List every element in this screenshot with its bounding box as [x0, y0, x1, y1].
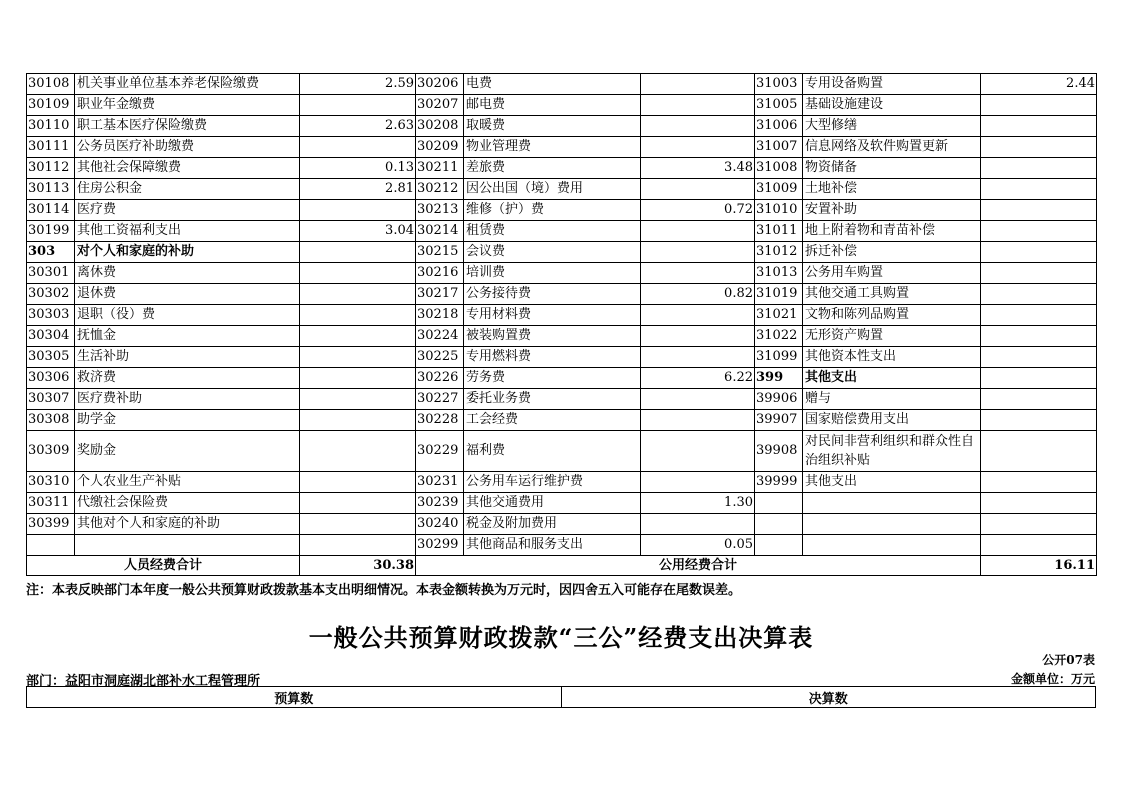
item-name: 差旅费 [464, 158, 641, 179]
item-amount [981, 389, 1097, 410]
public-total-value: 16.11 [981, 556, 1097, 576]
item-name [803, 493, 981, 514]
item-name: 职业年金缴费 [75, 95, 300, 116]
item-name [803, 514, 981, 535]
item-name: 公务用车运行维护费 [464, 472, 641, 493]
item-name: 生活补助 [75, 347, 300, 368]
item-amount: 2.81 [300, 179, 416, 200]
item-code: 31010 [755, 200, 803, 221]
item-amount [981, 368, 1097, 389]
item-code: 30209 [416, 137, 464, 158]
item-code: 30302 [27, 284, 75, 305]
item-name: 取暖费 [464, 116, 641, 137]
item-amount [300, 263, 416, 284]
item-name: 对个人和家庭的补助 [75, 242, 300, 263]
item-code: 30214 [416, 221, 464, 242]
item-code: 30226 [416, 368, 464, 389]
item-amount [981, 221, 1097, 242]
item-amount: 1.30 [641, 493, 755, 514]
item-name: 个人农业生产补贴 [75, 472, 300, 493]
item-code: 30110 [27, 116, 75, 137]
item-name: 租赁费 [464, 221, 641, 242]
item-amount: 0.05 [641, 535, 755, 556]
item-amount [641, 242, 755, 263]
item-code: 30109 [27, 95, 75, 116]
item-name: 职工基本医疗保险缴费 [75, 116, 300, 137]
item-name: 其他工资福利支出 [75, 221, 300, 242]
item-name: 地上附着物和青苗补偿 [803, 221, 981, 242]
item-code: 303 [27, 242, 75, 263]
item-amount [641, 431, 755, 472]
detail-table-body [27, 74, 1097, 556]
item-name: 其他对个人和家庭的补助 [75, 514, 300, 535]
item-amount [300, 410, 416, 431]
item-name: 代缴社会保险费 [75, 493, 300, 514]
item-amount [981, 535, 1097, 556]
budget-header: 预算数 [27, 687, 562, 708]
table-row [27, 95, 1097, 116]
table-row [27, 116, 1097, 137]
item-name: 拆迁补偿 [803, 242, 981, 263]
item-name: 专用燃料费 [464, 347, 641, 368]
table-note: 注：本表反映部门本年度一般公共预算财政拨款基本支出明细情况。本表金额转换为万元时，因四舍五入可能存在尾数误差。 [26, 583, 742, 598]
totals-row [27, 556, 1097, 576]
item-code: 39908 [755, 431, 803, 472]
item-code: 30199 [27, 221, 75, 242]
item-amount [641, 137, 755, 158]
item-amount: 3.48 [641, 158, 755, 179]
item-code: 30213 [416, 200, 464, 221]
item-amount: 0.82 [641, 284, 755, 305]
item-code: 30224 [416, 326, 464, 347]
item-amount [981, 242, 1097, 263]
item-code: 30310 [27, 472, 75, 493]
item-code: 39907 [755, 410, 803, 431]
item-amount [641, 472, 755, 493]
item-amount: 2.44 [981, 74, 1097, 95]
item-name: 机关事业单位基本养老保险缴费 [75, 74, 300, 95]
item-amount [641, 116, 755, 137]
item-name: 奖励金 [75, 431, 300, 472]
item-amount [300, 535, 416, 556]
table-row [27, 242, 1097, 263]
item-amount [300, 326, 416, 347]
item-amount: 6.22 [641, 368, 755, 389]
table-row [27, 305, 1097, 326]
item-code: 30307 [27, 389, 75, 410]
item-amount [300, 200, 416, 221]
item-code: 30112 [27, 158, 75, 179]
item-code: 30240 [416, 514, 464, 535]
item-name: 其他交通工具购置 [803, 284, 981, 305]
expenditure-detail-sheet [26, 73, 1096, 576]
item-amount [300, 95, 416, 116]
table-row [27, 200, 1097, 221]
table-row [27, 410, 1097, 431]
item-name: 无形资产购置 [803, 326, 981, 347]
item-amount [641, 326, 755, 347]
item-code: 30114 [27, 200, 75, 221]
item-name: 赠与 [803, 389, 981, 410]
table-row [27, 535, 1097, 556]
item-code: 31021 [755, 305, 803, 326]
table-row [27, 137, 1097, 158]
item-name: 因公出国（境）费用 [464, 179, 641, 200]
item-code: 30304 [27, 326, 75, 347]
item-amount [641, 74, 755, 95]
item-code: 30299 [416, 535, 464, 556]
item-code: 30207 [416, 95, 464, 116]
table-row [27, 158, 1097, 179]
item-amount [300, 472, 416, 493]
item-amount [641, 95, 755, 116]
table-row [27, 179, 1097, 200]
item-amount [981, 179, 1097, 200]
item-code: 31022 [755, 326, 803, 347]
item-amount [981, 514, 1097, 535]
item-code: 31005 [755, 95, 803, 116]
item-name: 税金及附加费用 [464, 514, 641, 535]
item-name: 其他商品和服务支出 [464, 535, 641, 556]
item-name: 其他支出 [803, 368, 981, 389]
table-row [27, 263, 1097, 284]
item-name: 对民间非营利组织和群众性自治组织补贴 [803, 431, 981, 472]
item-name: 物资储备 [803, 158, 981, 179]
item-amount [981, 95, 1097, 116]
item-name: 公务用车购置 [803, 263, 981, 284]
item-name: 安置补助 [803, 200, 981, 221]
table-row [27, 472, 1097, 493]
item-name: 维修（护）费 [464, 200, 641, 221]
item-amount: 2.63 [300, 116, 416, 137]
item-name: 公务员医疗补助缴费 [75, 137, 300, 158]
page-title: 一般公共预算财政拨款“三公”经费支出决算表 [308, 623, 814, 652]
item-code: 30113 [27, 179, 75, 200]
item-code: 30206 [416, 74, 464, 95]
table-row [27, 326, 1097, 347]
item-name: 专用设备购置 [803, 74, 981, 95]
table-row [27, 431, 1097, 472]
item-code: 31007 [755, 137, 803, 158]
amount-unit-label: 金额单位：万元 [1010, 672, 1095, 686]
personnel-total-label: 人员经费合计 [27, 556, 300, 576]
item-name: 会议费 [464, 242, 641, 263]
item-amount [300, 242, 416, 263]
department-label: 部门：益阳市洞庭湖北部补水工程管理所 [26, 674, 261, 689]
table-row [27, 74, 1097, 95]
three-public-expense-table [26, 686, 1096, 708]
item-code: 30218 [416, 305, 464, 326]
item-name: 住房公积金 [75, 179, 300, 200]
item-name: 劳务费 [464, 368, 641, 389]
item-name: 邮电费 [464, 95, 641, 116]
item-amount [641, 410, 755, 431]
item-amount: 0.72 [641, 200, 755, 221]
item-name: 福利费 [464, 431, 641, 472]
item-name [75, 535, 300, 556]
item-amount [981, 431, 1097, 472]
item-amount [981, 263, 1097, 284]
item-name: 工会经费 [464, 410, 641, 431]
item-code: 31006 [755, 116, 803, 137]
item-code: 31008 [755, 158, 803, 179]
item-name: 医疗费补助 [75, 389, 300, 410]
item-name: 委托业务费 [464, 389, 641, 410]
item-amount [300, 368, 416, 389]
item-amount [981, 137, 1097, 158]
item-name: 信息网络及软件购置更新 [803, 137, 981, 158]
item-amount [981, 326, 1097, 347]
item-code: 30239 [416, 493, 464, 514]
item-code: 30301 [27, 263, 75, 284]
item-amount [300, 493, 416, 514]
item-amount [981, 284, 1097, 305]
item-name: 基础设施建设 [803, 95, 981, 116]
item-code: 31011 [755, 221, 803, 242]
item-amount [981, 493, 1097, 514]
table-row [27, 284, 1097, 305]
expenditure-detail-table [26, 73, 1097, 576]
item-code: 30208 [416, 116, 464, 137]
table-row [27, 493, 1097, 514]
item-amount [981, 347, 1097, 368]
item-code: 30228 [416, 410, 464, 431]
item-code: 30111 [27, 137, 75, 158]
table-row [27, 368, 1097, 389]
item-code: 31009 [755, 179, 803, 200]
item-name: 大型修缮 [803, 116, 981, 137]
item-code: 30217 [416, 284, 464, 305]
item-code: 30309 [27, 431, 75, 472]
public-total-label: 公用经费合计 [416, 556, 981, 576]
personnel-total-value: 30.38 [300, 556, 416, 576]
item-name: 被装购置费 [464, 326, 641, 347]
table-row [27, 221, 1097, 242]
item-amount [641, 347, 755, 368]
item-name: 其他资本性支出 [803, 347, 981, 368]
item-name: 专用材料费 [464, 305, 641, 326]
item-code: 30231 [416, 472, 464, 493]
item-code [755, 514, 803, 535]
item-amount [300, 514, 416, 535]
item-code: 31013 [755, 263, 803, 284]
table-row [27, 347, 1097, 368]
item-amount [641, 179, 755, 200]
item-amount [981, 200, 1097, 221]
item-amount [300, 347, 416, 368]
item-name: 物业管理费 [464, 137, 641, 158]
item-code: 30216 [416, 263, 464, 284]
item-name: 医疗费 [75, 200, 300, 221]
actual-header: 决算数 [561, 687, 1096, 708]
item-code: 30212 [416, 179, 464, 200]
item-code: 30108 [27, 74, 75, 95]
item-amount [300, 431, 416, 472]
item-code: 30303 [27, 305, 75, 326]
item-code: 30308 [27, 410, 75, 431]
item-code: 31099 [755, 347, 803, 368]
item-name: 退休费 [75, 284, 300, 305]
item-name: 离休费 [75, 263, 300, 284]
item-code: 30306 [27, 368, 75, 389]
item-amount [981, 410, 1097, 431]
item-amount [641, 305, 755, 326]
item-code: 31012 [755, 242, 803, 263]
item-name: 其他交通费用 [464, 493, 641, 514]
item-name: 救济费 [75, 368, 300, 389]
item-code: 39906 [755, 389, 803, 410]
item-amount [981, 158, 1097, 179]
item-code: 399 [755, 368, 803, 389]
item-code: 30227 [416, 389, 464, 410]
item-code: 30215 [416, 242, 464, 263]
item-code: 30399 [27, 514, 75, 535]
item-amount [641, 221, 755, 242]
item-code: 31019 [755, 284, 803, 305]
item-name: 土地补偿 [803, 179, 981, 200]
table-row [27, 514, 1097, 535]
item-code: 30225 [416, 347, 464, 368]
item-name: 培训费 [464, 263, 641, 284]
item-name: 退职（役）费 [75, 305, 300, 326]
item-amount [300, 284, 416, 305]
item-amount [981, 305, 1097, 326]
item-amount: 3.04 [300, 221, 416, 242]
item-code: 30305 [27, 347, 75, 368]
item-code: 30211 [416, 158, 464, 179]
item-amount [300, 305, 416, 326]
item-amount [300, 137, 416, 158]
item-name: 其他支出 [803, 472, 981, 493]
item-name: 助学金 [75, 410, 300, 431]
item-code: 30229 [416, 431, 464, 472]
item-name: 国家赔偿费用支出 [803, 410, 981, 431]
item-amount: 2.59 [300, 74, 416, 95]
item-name: 其他社会保障缴费 [75, 158, 300, 179]
item-amount [300, 389, 416, 410]
item-name [803, 535, 981, 556]
item-amount [981, 116, 1097, 137]
item-name: 文物和陈列品购置 [803, 305, 981, 326]
item-amount [981, 472, 1097, 493]
item-code [27, 535, 75, 556]
item-code: 30311 [27, 493, 75, 514]
form-number: 公开07表 [1042, 653, 1095, 667]
item-code: 31003 [755, 74, 803, 95]
item-name: 电费 [464, 74, 641, 95]
three-public-header-row [27, 687, 1096, 708]
item-code: 39999 [755, 472, 803, 493]
item-code [755, 535, 803, 556]
table-row [27, 389, 1097, 410]
item-code [755, 493, 803, 514]
item-name: 抚恤金 [75, 326, 300, 347]
item-amount: 0.13 [300, 158, 416, 179]
item-amount [641, 389, 755, 410]
item-amount [641, 514, 755, 535]
item-name: 公务接待费 [464, 284, 641, 305]
item-amount [641, 263, 755, 284]
